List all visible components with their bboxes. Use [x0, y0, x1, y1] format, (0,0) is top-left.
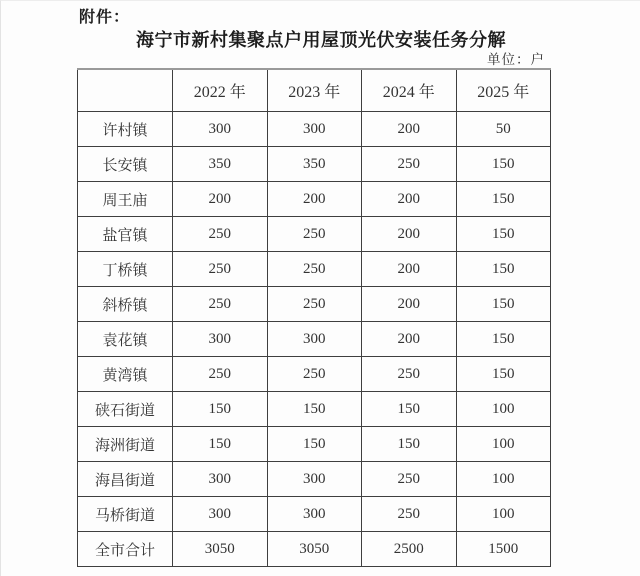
value-cell: 300	[173, 462, 268, 497]
region-name-cell: 海洲街道	[78, 427, 173, 462]
value-cell: 250	[173, 287, 268, 322]
value-cell: 250	[173, 357, 268, 392]
value-cell: 350	[267, 147, 362, 182]
value-cell: 50	[456, 112, 551, 147]
corner-cell	[78, 69, 173, 112]
value-cell: 250	[173, 252, 268, 287]
table-row	[78, 252, 551, 287]
value-cell: 200	[362, 252, 457, 287]
value-cell: 250	[362, 357, 457, 392]
table-row	[78, 462, 551, 497]
value-cell: 300	[267, 462, 362, 497]
value-cell: 3050	[173, 532, 268, 567]
value-cell: 250	[267, 217, 362, 252]
value-cell: 200	[362, 182, 457, 217]
attachment-label: 附件：	[79, 9, 131, 26]
region-name-cell: 长安镇	[78, 147, 173, 182]
value-cell: 3050	[267, 532, 362, 567]
value-cell: 300	[267, 112, 362, 147]
year-header-cell: 2022 年	[173, 69, 268, 112]
header-row	[78, 69, 551, 112]
region-name-cell: 许村镇	[78, 112, 173, 147]
value-cell: 1500	[456, 532, 551, 567]
year-header-cell: 2023 年	[267, 69, 362, 112]
value-cell: 150	[362, 392, 457, 427]
table-row	[78, 497, 551, 532]
total-row	[78, 532, 551, 567]
value-cell: 200	[267, 182, 362, 217]
value-cell: 300	[173, 497, 268, 532]
value-cell: 150	[456, 357, 551, 392]
region-name-cell: 马桥街道	[78, 497, 173, 532]
value-cell: 300	[267, 497, 362, 532]
table-row	[78, 287, 551, 322]
table-row	[78, 322, 551, 357]
region-name-cell: 黄湾镇	[78, 357, 173, 392]
region-name-cell: 丁桥镇	[78, 252, 173, 287]
document-title: 海宁市新村集聚点户用屋顶光伏安装任务分解	[136, 30, 506, 50]
value-cell: 150	[267, 392, 362, 427]
value-cell: 200	[362, 112, 457, 147]
value-cell: 200	[362, 322, 457, 357]
value-cell: 150	[456, 182, 551, 217]
year-header-cell: 2024 年	[362, 69, 457, 112]
region-name-cell: 硖石街道	[78, 392, 173, 427]
value-cell: 300	[267, 322, 362, 357]
unit-note: 单位：户	[487, 52, 545, 67]
pv-task-table	[77, 68, 551, 567]
region-name-cell: 斜桥镇	[78, 287, 173, 322]
value-cell: 350	[173, 147, 268, 182]
table-row	[78, 357, 551, 392]
value-cell: 300	[173, 322, 268, 357]
table-row	[78, 147, 551, 182]
value-cell: 150	[456, 287, 551, 322]
table-header	[78, 69, 551, 112]
value-cell: 150	[267, 427, 362, 462]
value-cell: 200	[362, 287, 457, 322]
table-row	[78, 112, 551, 147]
value-cell: 100	[456, 497, 551, 532]
region-name-cell: 盐官镇	[78, 217, 173, 252]
region-name-cell: 周王庙	[78, 182, 173, 217]
value-cell: 250	[267, 252, 362, 287]
value-cell: 150	[173, 427, 268, 462]
value-cell: 250	[362, 462, 457, 497]
table-body	[78, 112, 551, 567]
value-cell: 150	[456, 147, 551, 182]
region-name-cell: 全市合计	[78, 532, 173, 567]
table-row	[78, 427, 551, 462]
value-cell: 150	[456, 322, 551, 357]
value-cell: 150	[362, 427, 457, 462]
year-header-cell: 2025 年	[456, 69, 551, 112]
value-cell: 200	[173, 182, 268, 217]
value-cell: 250	[173, 217, 268, 252]
value-cell: 100	[456, 392, 551, 427]
value-cell: 2500	[362, 532, 457, 567]
table-row	[78, 217, 551, 252]
value-cell: 100	[456, 427, 551, 462]
value-cell: 250	[362, 147, 457, 182]
value-cell: 150	[173, 392, 268, 427]
value-cell: 250	[267, 357, 362, 392]
value-cell: 300	[173, 112, 268, 147]
table-row	[78, 182, 551, 217]
region-name-cell: 袁花镇	[78, 322, 173, 357]
region-name-cell: 海昌街道	[78, 462, 173, 497]
value-cell: 200	[362, 217, 457, 252]
value-cell: 100	[456, 462, 551, 497]
value-cell: 250	[362, 497, 457, 532]
table-row	[78, 392, 551, 427]
value-cell: 150	[456, 217, 551, 252]
value-cell: 150	[456, 252, 551, 287]
value-cell: 250	[267, 287, 362, 322]
